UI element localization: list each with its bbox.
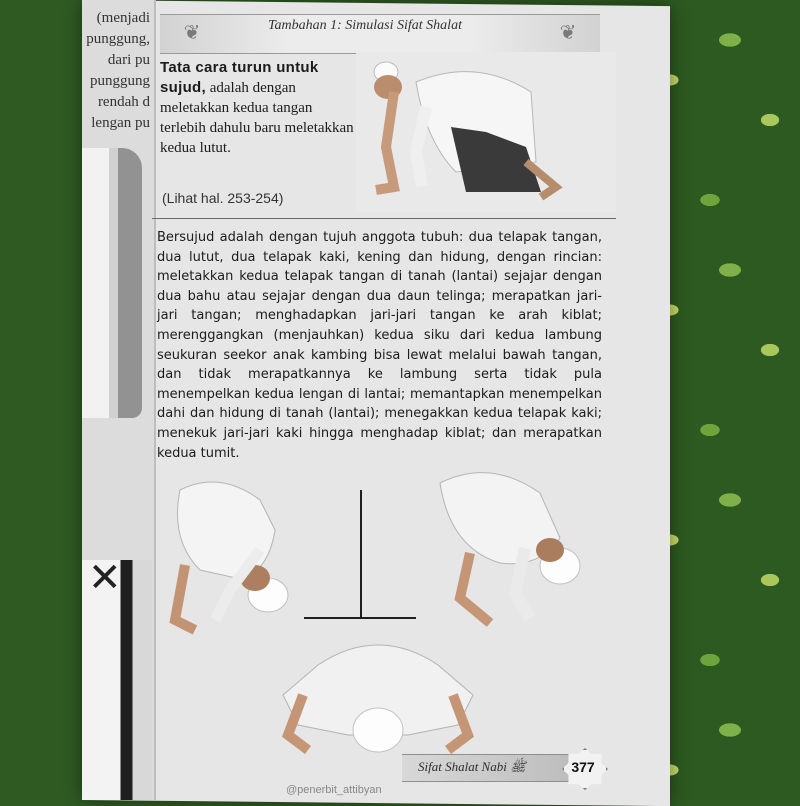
chapter-header-title: Tambahan 1: Simulasi Sifat Shalat <box>268 18 462 33</box>
left-line: dari pu <box>107 52 150 68</box>
section-divider <box>152 218 616 219</box>
page-reference: (Lihat hal. 253-254) <box>162 190 284 206</box>
photo-sujud-front <box>258 625 498 755</box>
left-line: lengan pu <box>91 115 150 131</box>
left-line: punggung <box>90 73 150 89</box>
footer-book-title: Sifat Shalat Nabi ﷺ <box>418 759 526 774</box>
left-page-photo-standing <box>82 148 142 418</box>
angle-divider-vertical <box>360 490 362 618</box>
photo-sujud-side-left <box>160 470 300 635</box>
left-line: rendah d <box>97 94 150 110</box>
intro-paragraph <box>160 58 360 158</box>
angle-divider-horizontal <box>304 617 416 619</box>
left-page-edge <box>82 0 156 800</box>
photo-descending-to-sujud <box>356 52 616 212</box>
intro-bold-phrase: Tata cara turun untuk sujud, <box>160 59 319 96</box>
watermark-handle: @penerbit_attibyan <box>286 784 382 796</box>
intro-text: adalah dengan meletakkan kedua tangan terlebih dahulu baru meletakkan kedua lutut. <box>160 80 354 156</box>
photo-sujud-side-right <box>430 458 590 628</box>
left-page-text <box>82 8 150 134</box>
page-number: 377 <box>571 759 595 775</box>
incorrect-x-icon: ✕ <box>88 555 122 601</box>
ornament-left-icon: ❦ <box>183 20 201 44</box>
body-paragraph: Bersujud adalah dengan tujuh anggota tubuh: dua telapak tangan, dua lutut, dua telapak kaki, kening dan hidung, dengan rincian: meletakkan kedua telapak tangan di tanah (lantai) sejajar dengan dua bahu atau sejajar dengan dua daun telinga; merapatkan jari-jari tangan; menghadapkan jari-jari tangan ke arah kiblat; merenggangkan (menjauhkan) kedua siku dari kedua lambung seukuran seekor anak kambing bisa lewat melalui bawah tangan, dan tidak merapatkannya ke lambung serta tidak pula menempelkan kedua lengan di lantai; memantapkan menempelkan dahi dan hidung di tanah (lantai); menegakkan kedua telapak kaki; menekuk jari-jari kaki hingga menghadap kiblat; dan merapatkan kedua tumit. <box>157 230 602 461</box>
left-line: punggung, <box>86 31 150 47</box>
left-line: (menjadi <box>96 10 150 26</box>
ornament-right-icon: ❦ <box>559 20 577 44</box>
